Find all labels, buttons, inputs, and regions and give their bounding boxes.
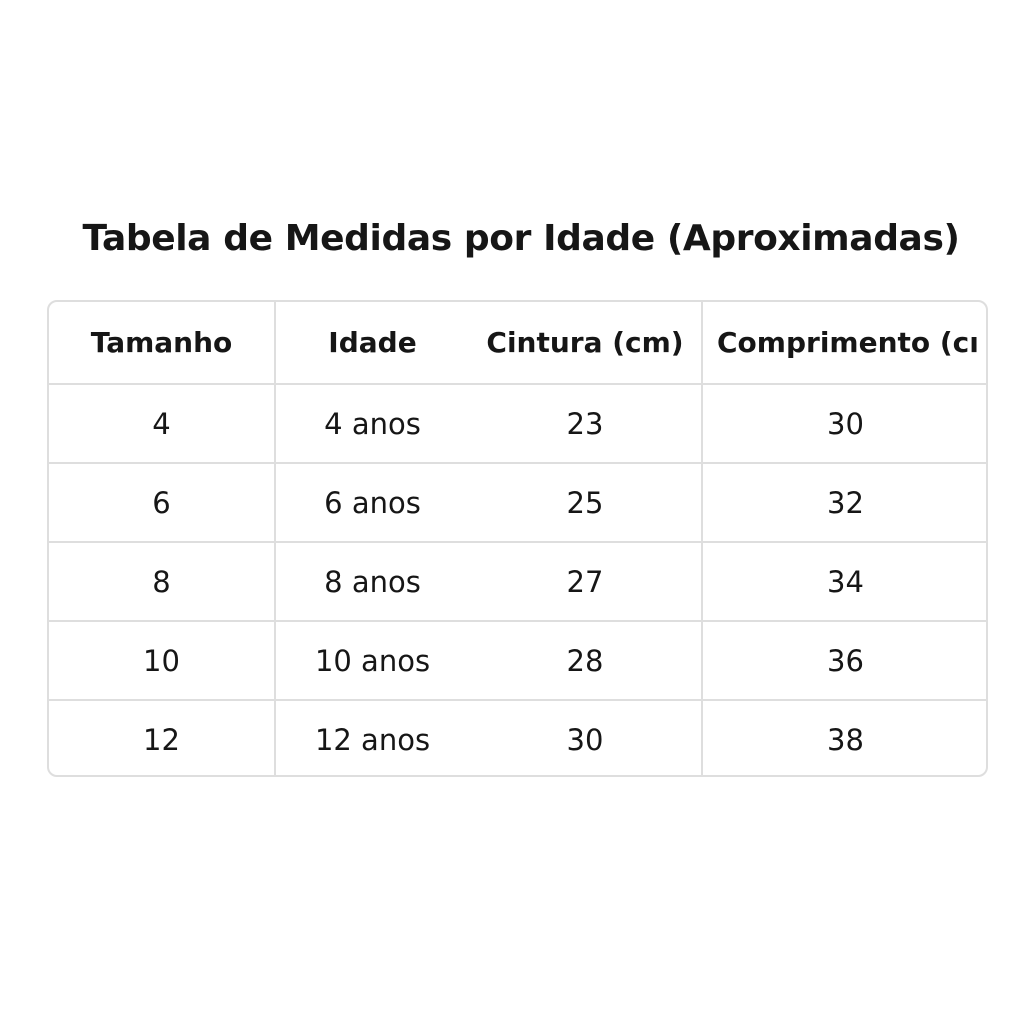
cell-cintura: 27 bbox=[469, 542, 702, 621]
page-title: Tabela de Medidas por Idade (Aproximadas) bbox=[82, 218, 960, 259]
cell-comprimento: 36 bbox=[702, 621, 988, 700]
table-row bbox=[49, 700, 988, 777]
column-header-cintura: Cintura (cm) bbox=[469, 302, 702, 384]
table-header-row bbox=[49, 302, 988, 384]
cell-comprimento: 32 bbox=[702, 463, 988, 542]
table-row bbox=[49, 463, 988, 542]
table-row bbox=[49, 621, 988, 700]
cell-cintura: 25 bbox=[469, 463, 702, 542]
table-row bbox=[49, 384, 988, 463]
column-header-idade: Idade bbox=[275, 302, 469, 384]
cell-comprimento: 34 bbox=[702, 542, 988, 621]
cell-tamanho: 8 bbox=[49, 542, 275, 621]
cell-idade: 4 anos bbox=[275, 384, 469, 463]
cell-tamanho: 12 bbox=[49, 700, 275, 777]
cell-idade: 6 anos bbox=[275, 463, 469, 542]
size-table-grid bbox=[49, 302, 988, 777]
cell-tamanho: 4 bbox=[49, 384, 275, 463]
table-row bbox=[49, 542, 988, 621]
cell-cintura: 28 bbox=[469, 621, 702, 700]
cell-cintura: 23 bbox=[469, 384, 702, 463]
cell-comprimento: 38 bbox=[827, 722, 864, 757]
cell-idade: 10 anos bbox=[275, 621, 469, 700]
cell-tamanho: 6 bbox=[49, 463, 275, 542]
size-table bbox=[47, 300, 988, 777]
cell-tamanho: 10 bbox=[49, 621, 275, 700]
column-header-comprimento: Comprimento (cı bbox=[702, 302, 988, 384]
cell-idade: 12 anos bbox=[314, 722, 431, 757]
cell-comprimento: 30 bbox=[702, 384, 988, 463]
column-header-tamanho: Tamanho bbox=[49, 302, 275, 384]
cell-idade: 8 anos bbox=[275, 542, 469, 621]
cell-cintura: 30 bbox=[469, 700, 702, 777]
